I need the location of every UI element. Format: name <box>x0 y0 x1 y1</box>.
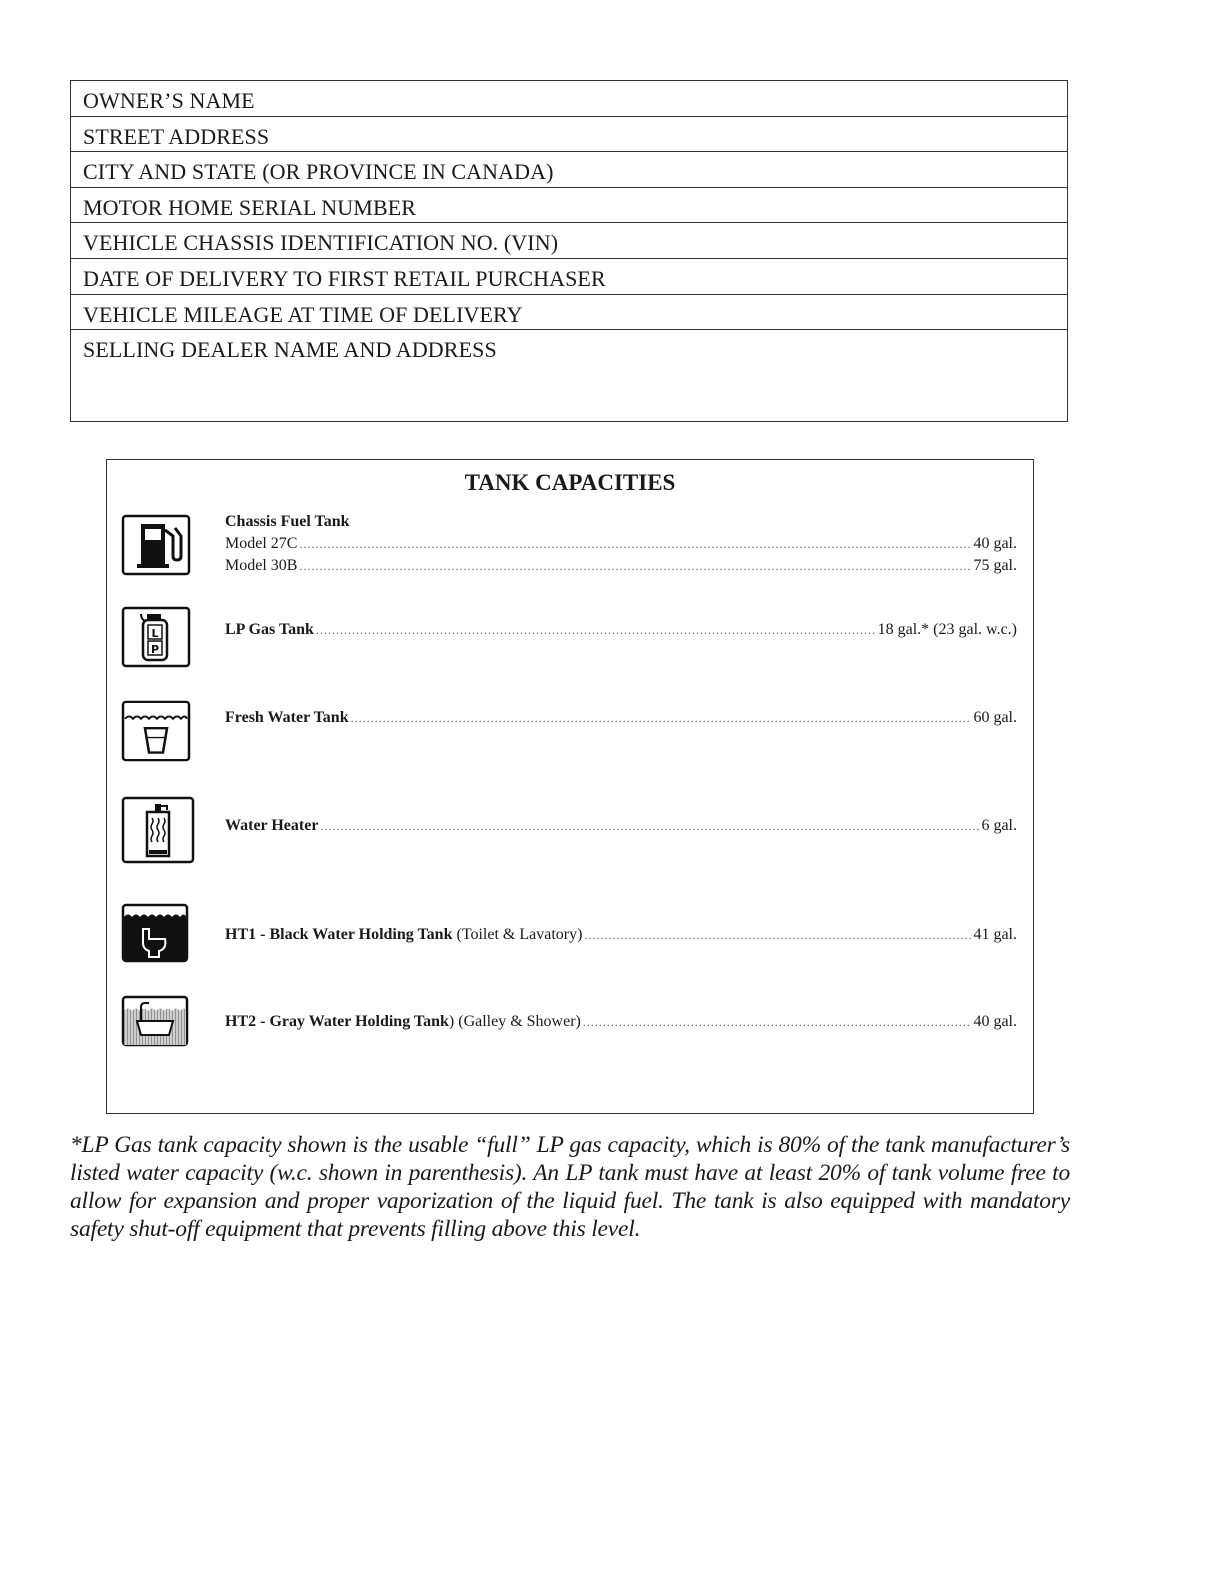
ht2-entry <box>225 1011 1017 1033</box>
lp-gas-label: LP Gas Tank <box>225 621 314 638</box>
leader-dots <box>583 1011 972 1033</box>
street-address-row: STREET ADDRESS <box>71 117 1067 153</box>
fresh-water-value: 60 gal. <box>973 709 1017 726</box>
lp-gas-entry <box>225 619 1017 641</box>
leader-dots <box>299 533 971 555</box>
serial-number-row: MOTOR HOME SERIAL NUMBER <box>71 188 1067 224</box>
ht1-value: 41 gal. <box>973 926 1017 943</box>
fresh-water-line <box>225 707 1017 729</box>
fresh-water-label: Fresh Water Tank <box>225 709 349 726</box>
tank-capacities-box <box>106 459 1034 1114</box>
ht2-value: 40 gal. <box>973 1013 1017 1030</box>
water-heater-entry <box>225 815 1017 837</box>
model-30b-line <box>225 555 1017 577</box>
leader-dots <box>316 619 876 641</box>
chassis-fuel-entry <box>225 511 1017 577</box>
ht1-label-bold: HT1 - Black Water Holding Tank <box>225 926 453 943</box>
fresh-water-icon <box>121 700 191 762</box>
model-27c-value: 40 gal. <box>973 535 1017 552</box>
dealer-row: SELLING DEALER NAME AND ADDRESS <box>83 337 497 363</box>
ht2-line <box>225 1011 1017 1033</box>
gray-water-tub-icon <box>121 995 189 1047</box>
lp-gas-footnote: *LP Gas tank capacity shown is the usable “full” LP gas capacity, which is 80% of the tank manufacturer’s listed water capacity (w.c. shown in parenthesis). An LP tank must have at least 20% of tank volume free to allow for expansion and proper vaporization of the liquid fuel. The tank is also equipped with mandatory safety shut-off equipment that prevents filling above this level. <box>70 1132 1070 1242</box>
ht1-line <box>225 924 1017 946</box>
ht1-entry <box>225 924 1017 946</box>
model-30b-value: 75 gal. <box>973 557 1017 574</box>
tank-capacities-title: TANK CAPACITIES <box>464 470 676 495</box>
chassis-fuel-heading: Chassis Fuel Tank <box>225 513 350 530</box>
lp-gas-value: 18 gal.* (23 gal. w.c.) <box>877 621 1017 638</box>
water-heater-line <box>225 815 1017 837</box>
mileage-row: VEHICLE MILEAGE AT TIME OF DELIVERY <box>71 295 1067 331</box>
ht1-label-rest: (Toilet & Lavatory) <box>452 926 583 943</box>
leader-dots <box>320 815 979 837</box>
owner-info-form <box>70 80 1068 422</box>
lp-icon-letter-l: L <box>151 627 159 640</box>
city-state-row: CITY AND STATE (OR PROVINCE IN CANADA) <box>71 152 1067 188</box>
lp-gas-tank-icon <box>121 606 191 668</box>
water-heater-value: 6 gal. <box>981 817 1017 834</box>
fuel-pump-icon <box>121 514 191 576</box>
lp-gas-line <box>225 619 1017 641</box>
water-heater-label: Water Heater <box>225 817 319 834</box>
leader-dots <box>299 555 971 577</box>
black-water-toilet-icon <box>121 903 189 963</box>
vin-row: VEHICLE CHASSIS IDENTIFICATION NO. (VIN) <box>71 223 1067 259</box>
model-27c-line <box>225 533 1017 555</box>
leader-dots <box>351 707 972 729</box>
model-27c-label: Model 27C <box>225 535 298 552</box>
ht2-label-bold: HT2 - Gray Water Holding Tank <box>225 1013 449 1030</box>
ht2-label-rest: ) (Galley & Shower) <box>448 1013 581 1030</box>
delivery-date-row: DATE OF DELIVERY TO FIRST RETAIL PURCHASER <box>71 259 1067 295</box>
owner-name-row: OWNER’S NAME <box>71 81 1067 117</box>
lp-icon-letter-p: P <box>150 643 160 656</box>
leader-dots <box>584 924 971 946</box>
model-30b-label: Model 30B <box>225 557 298 574</box>
fresh-water-entry <box>225 707 1017 729</box>
water-heater-icon <box>121 796 195 864</box>
